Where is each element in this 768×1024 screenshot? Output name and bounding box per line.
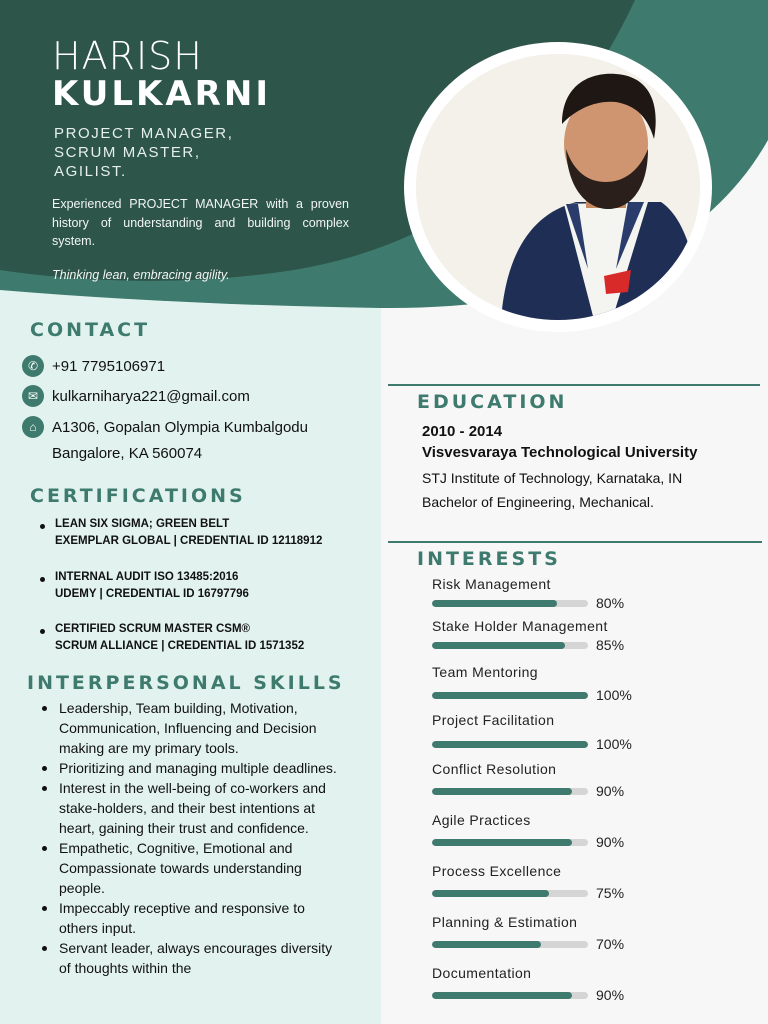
progress-bar [432,741,588,748]
profile-summary: Experienced PROJECT MANAGER with a proven history of understanding and building complex system. [52,197,349,248]
interest-label: Risk Management [432,576,551,592]
interest-label: Process Excellence [432,863,562,879]
progress-bar [432,692,588,699]
interest-label: Conflict Resolution [432,761,557,777]
interest-percent: 90% [596,987,625,1003]
education-degree: Bachelor of Engineering, Mechanical. [422,494,654,510]
job-title: AGILIST. [54,163,127,180]
progress-bar [432,941,588,948]
progress-bar [432,600,588,607]
skill-item: Prioritizing and managing multiple deadlines. [42,758,342,778]
phone-icon: ✆ [22,355,44,377]
job-titles [54,124,314,181]
phone-number: +91 7795106971 [52,357,166,375]
interest-item [432,711,652,752]
interest-percent: 90% [596,834,625,850]
interest-item [432,663,652,703]
skill-item: Empathetic, Cognitive, Emotional and Compassionate towards understanding people. [42,838,342,898]
contact-heading: CONTACT [30,319,151,341]
certification-credential: SCRUM ALLIANCE | CREDENTIAL ID 1571352 [55,640,305,652]
progress-fill [432,890,549,897]
contact-email [22,385,250,407]
interest-percent: 100% [596,736,632,752]
home-icon: ⌂ [22,416,44,438]
education-university: Visvesvaraya Technological University [422,444,698,461]
progress-fill [432,992,572,999]
certifications-heading: CERTIFICATIONS [30,485,246,507]
interest-label: Stake Holder Management [432,618,608,634]
interest-percent: 90% [596,783,625,799]
section-divider [388,384,760,386]
skill-item: Servant leader, always encourages diversity of thoughts within the [42,938,342,978]
progress-fill [432,788,572,795]
section-divider [388,541,762,543]
job-title: SCRUM MASTER, [54,144,201,161]
email-address[interactable]: kulkarniharya221@gmail.com [52,387,250,405]
interest-percent: 80% [596,595,625,611]
certification-name: CERTIFIED SCRUM MASTER CSM® [55,623,251,635]
interest-item [432,760,652,799]
progress-bar [432,788,588,795]
mail-icon: ✉ [22,385,44,407]
education-years: 2010 - 2014 [422,423,503,440]
interest-item [432,617,652,653]
interest-label: Planning & Estimation [432,914,578,930]
first-name: HARISH [52,34,203,78]
contact-address [22,416,308,438]
certification-name: LEAN SIX SIGMA; GREEN BELT [55,518,230,530]
interests-heading: INTERESTS [417,548,561,570]
interest-item [432,811,652,850]
progress-bar [432,890,588,897]
address-line-2: Bangalore, KA 560074 [52,445,203,462]
certification-credential: UDEMY | CREDENTIAL ID 16797796 [55,588,249,600]
interest-item [432,575,652,611]
interest-percent: 70% [596,936,625,952]
tagline: Thinking lean, embracing agility. [52,268,230,282]
skill-item: Interest in the well-being of co-workers and stake-holders, and their best intentions at heart, gaining their trust and confidence. [42,778,342,838]
progress-bar [432,839,588,846]
certification-item [40,569,360,603]
bullet [40,524,45,529]
progress-fill [432,839,572,846]
progress-fill [432,941,541,948]
skills-heading: INTERPERSONAL SKILLS [27,672,345,694]
skill-item: Impeccably receptive and responsive to others input. [42,898,342,938]
skill-item: Leadership, Team building, Motivation, Communication, Influencing and Decision making are my primary tools. [42,698,342,758]
progress-fill [432,600,557,607]
address-line-1: A1306, Gopalan Olympia Kumbalgodu [52,418,308,436]
progress-fill [432,642,565,649]
certification-item [40,516,360,550]
bullet [40,577,45,582]
interest-item [432,913,652,952]
interest-percent: 75% [596,885,625,901]
interest-label: Agile Practices [432,812,531,828]
interest-item [432,964,652,1003]
skills-list [42,698,342,978]
last-name: KULKARNI [52,74,271,114]
bullet [40,629,45,634]
certification-credential: EXEMPLAR GLOBAL | CREDENTIAL ID 12118912 [55,535,323,547]
interest-percent: 85% [596,637,625,653]
contact-phone [22,355,165,377]
progress-bar [432,642,588,649]
progress-fill [432,741,588,748]
education-institute: STJ Institute of Technology, Karnataka, IN [422,470,683,486]
interest-item [432,862,652,901]
interest-label: Documentation [432,965,532,981]
certification-item [40,621,360,655]
interest-percent: 100% [596,687,632,703]
progress-bar [432,992,588,999]
interest-label: Project Facilitation [432,712,555,728]
interest-label: Team Mentoring [432,664,538,680]
certification-name: INTERNAL AUDIT ISO 13485:2016 [55,571,239,583]
progress-fill [432,692,588,699]
profile-photo [416,54,700,320]
education-entry [422,421,752,514]
job-title: PROJECT MANAGER, [54,125,234,142]
education-heading: EDUCATION [417,391,568,413]
